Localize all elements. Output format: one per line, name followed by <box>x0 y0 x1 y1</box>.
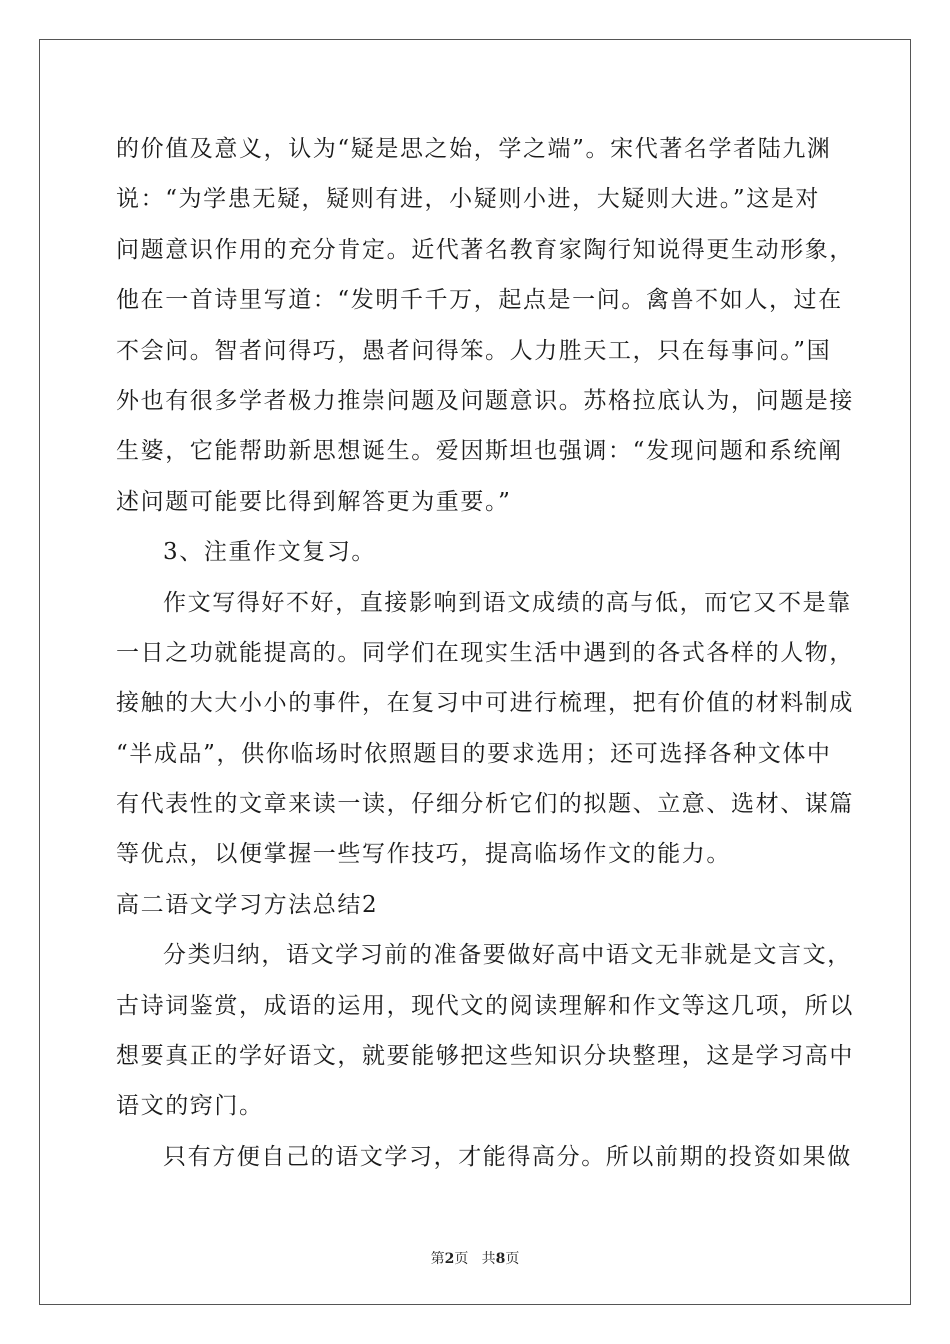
page-number-footer <box>0 1248 950 1268</box>
page-prefix: 第 <box>430 1251 445 1267</box>
text-line: 接触的大大小小的事件，在复习中可进行梳理，把有价值的材料制成 <box>116 690 854 717</box>
text-line: 分类归纳，语文学习前的准备要做好高中语文无非就是文言文， <box>163 942 852 969</box>
text-line: 他在一首诗里写道：“发明千千万，起点是一问。禽兽不如人，过在 <box>116 287 843 314</box>
page-suffix: 页 <box>454 1251 469 1267</box>
text-line: 有代表性的文章来读一读，仔细分析它们的拟题、立意、选材、谋篇 <box>116 791 854 818</box>
text-line: 等优点，以便掌握一些写作技巧，提高临场作文的能力。 <box>116 841 731 868</box>
text-line: 外也有很多学者极力推崇问题及问题意识。苏格拉底认为，问题是接 <box>116 387 854 414</box>
text-line: 古诗词鉴赏，成语的运用，现代文的阅读理解和作文等这几项，所以 <box>116 992 854 1019</box>
text-line: 问题意识作用的充分肯定。近代著名教育家陶行知说得更生动形象， <box>116 236 854 263</box>
text-line: 想要真正的学好语文，就要能够把这些知识分块整理，这是学习高中 <box>116 1043 854 1070</box>
text-line: 的价值及意义，认为“疑是思之始，学之端”。宋代著名学者陆九渊 <box>116 136 832 162</box>
text-line: 述问题可能要比得到解答更为重要。” <box>116 488 512 515</box>
page-total: 8 <box>495 1251 506 1267</box>
text-line: 生婆，它能帮助新思想诞生。爱因斯坦也强调：“发现问题和系统阐 <box>116 438 843 465</box>
text-line: 只有方便自己的语文学习，才能得高分。所以前期的投资如果做 <box>163 1143 852 1170</box>
text-line: 语文的窍门。 <box>116 1093 264 1120</box>
text-line: 一日之功就能提高的。同学们在现实生活中遇到的各式各样的人物， <box>116 639 854 666</box>
section-heading-3: 3、注重作文复习。 <box>163 539 377 566</box>
total-prefix: 共 <box>481 1251 496 1267</box>
page-current: 2 <box>444 1251 455 1267</box>
text-line: 说：“为学患无疑，疑则有进，小疑则小进，大疑则大进。”这是对 <box>116 186 821 213</box>
total-suffix: 页 <box>505 1251 520 1267</box>
text-line: 作文写得好不好，直接影响到语文成绩的高与低，而它又不是靠 <box>163 589 852 616</box>
document-body <box>116 124 854 1182</box>
text-line: 不会问。智者问得巧，愚者问得笨。人力胜天工，只在每事问。”国 <box>116 337 832 364</box>
text-line: “半成品”，供你临场时依照题目的要求选用；还可选择各种文体中 <box>116 740 832 767</box>
article-title: 高二语文学习方法总结2 <box>116 891 379 918</box>
